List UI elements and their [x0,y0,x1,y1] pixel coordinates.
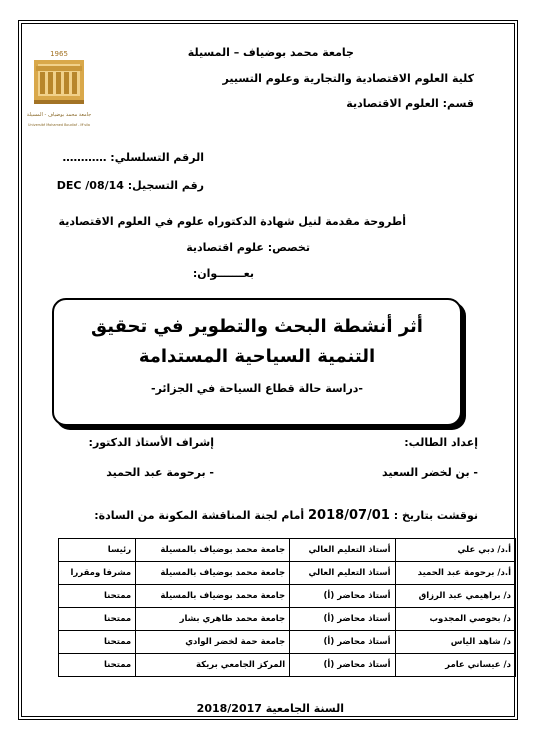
member-role: ممتحنا [59,608,136,631]
member-rank: أستاذ محاضر (أ) [290,585,395,608]
student-name: - بن لخضر السعيد [382,466,478,479]
member-institution: جامعة محمد بوضياف بالمسيلة [136,585,290,608]
logo-year: 1965 [50,50,68,58]
registration-value: DEC /08/14 [56,179,124,192]
committee-row [59,562,516,585]
specialty: تخصص: علوم اقتصادية [186,241,310,254]
department-name: قسم: العلوم الاقتصادية [346,97,474,110]
thesis-subtitle: -دراسة حالة قطاع السياحة في الجزائر- [151,382,363,395]
committee-row [59,654,516,677]
logo-name-fr: Université Mohamed Boudiaf - M'sila [28,123,90,127]
title-label: بعـــــــوان: [192,267,254,280]
committee-table [58,538,516,677]
member-name: د/ عيساني عامر [395,654,515,677]
member-rank: أستاذ محاضر (أ) [290,631,395,654]
thesis-title-line2: التنمية السياحية المستدامة [138,346,376,367]
academic-year-value: 2018/2017 [196,702,262,715]
committee-row [59,539,516,562]
member-name: د/ براهيمي عبد الرزاق [395,585,515,608]
registration-number [57,179,204,192]
student-label: إعداد الطالب: [404,436,478,449]
member-institution: جامعة محمد بوضياف بالمسيلة [136,539,290,562]
thesis-purpose: أطروحة مقدمة لنيل شهادة الدكتوراه علوم في العلوم الاقتصادية [58,215,406,228]
supervisor-label: إشراف الأستاذ الدكتور: [88,436,214,449]
thesis-title-line1: أثر أنشطة البحث والتطوير في تحقيق [91,316,423,337]
member-institution: جامعة حمة لخضر الوادي [136,631,290,654]
defense-suffix: أمام لجنة المناقشة المكونة من السادة: [94,509,305,522]
university-logo [26,46,92,136]
member-rank: أستاذ محاضر (أ) [290,608,395,631]
member-role: ممتحنا [59,585,136,608]
faculty-name: كلية العلوم الاقتصادية والتجارية وعلوم التسيير [222,72,474,85]
logo-name-ar: جامعة محمد بوضياف - المسيلة [26,112,92,118]
academic-year [197,702,344,715]
member-role: ممتحنا [59,654,136,677]
thesis-title-box [52,298,462,426]
member-name: د/ شاهد الياس [395,631,515,654]
member-institution: المركز الجامعي بريكة [136,654,290,677]
committee-row [59,585,516,608]
serial-label: الرقم التسلسلي: [110,151,204,164]
member-name: أ.د/ برحومة عبد الحميد [395,562,515,585]
member-role: ممتحنا [59,631,136,654]
member-institution: جامعة محمد طاهري بشار [136,608,290,631]
member-rank: أستاذ محاضر (أ) [290,654,395,677]
committee-row [59,608,516,631]
member-role: رئيسا [59,539,136,562]
defense-date: 2018/07/01 [308,508,390,523]
member-institution: جامعة محمد بوضياف بالمسيلة [136,562,290,585]
member-rank: أستاذ التعليم العالي [290,562,395,585]
academic-year-label: السنة الجامعية [265,702,344,715]
serial-number [62,151,204,164]
defense-statement [94,508,478,523]
member-name: أ.د/ دبي علي [395,539,515,562]
member-rank: أستاذ التعليم العالي [290,539,395,562]
registration-label: رقم التسجيل: [127,179,204,192]
supervisor-name: - برحومة عبد الحميد [106,466,214,479]
member-name: د/ بحوصي المجدوب [395,608,515,631]
member-role: مشرفا ومقررا [59,562,136,585]
defense-prefix: نوقشت بتاريخ : [393,509,478,522]
committee-row [59,631,516,654]
serial-value: ………… [62,151,107,164]
university-name: جامعة محمد بوضياف – المسيلة [187,46,354,59]
